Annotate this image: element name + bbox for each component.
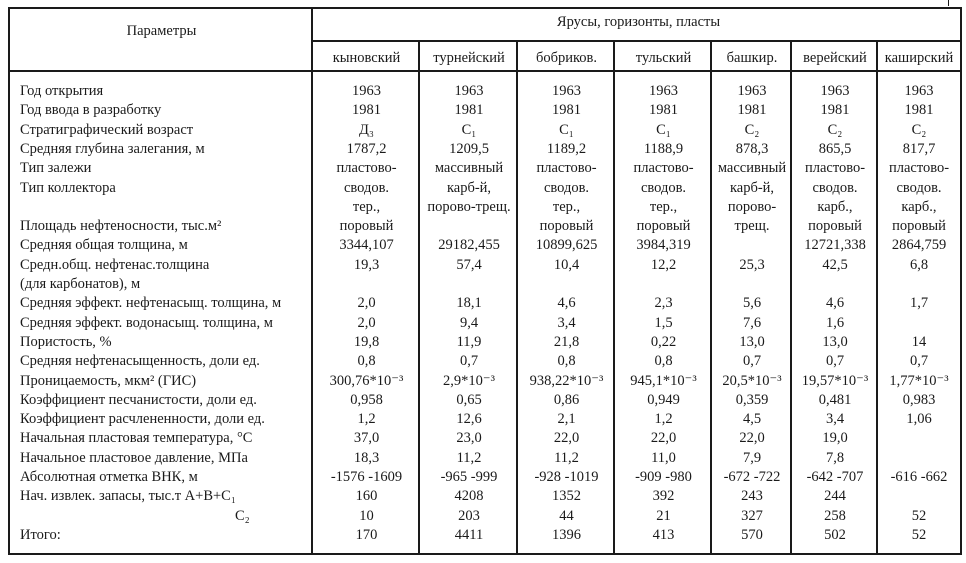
table-cell: тер., (352, 198, 381, 215)
column-divider (418, 42, 420, 553)
table-cell: 1,06 (906, 411, 932, 428)
table-cell: 1963 (649, 83, 678, 99)
table-cell: 6,8 (909, 256, 929, 273)
parameters-table (8, 7, 962, 555)
table-cell: 37,0 (353, 430, 380, 447)
column-divider (613, 42, 615, 553)
table-cell: 1,77*10⁻³ (889, 372, 949, 389)
table-cell: 23,0 (456, 430, 482, 447)
table-cell: 0,983 (902, 391, 936, 408)
table-cell: 7,6 (742, 314, 762, 331)
row-label: Год ввода в разработку (20, 102, 162, 119)
table-cell: 4208 (454, 488, 484, 505)
table-cell: 1189,2 (546, 140, 587, 157)
row-label: Тип залежи (20, 160, 92, 177)
table-cell: 413 (652, 526, 675, 543)
row-label: Тип коллектора (20, 179, 116, 196)
table-cell: поровый (636, 218, 691, 235)
table-cell: 11,9 (456, 333, 482, 350)
column-header: верейский (803, 50, 867, 66)
table-cell: 1352 (552, 488, 581, 505)
table-cell: трещ. (734, 218, 770, 235)
table-cell: 1188,9 (643, 140, 684, 157)
table-cell: 0,8 (654, 353, 673, 370)
table-cell: 3984,319 (636, 237, 691, 254)
table-cell: 0,7 (459, 353, 479, 370)
table-cell: 0,65 (456, 391, 482, 408)
table-cell: 11,2 (554, 449, 579, 466)
table-cell: пластово- (336, 160, 397, 177)
table-cell: Д₃ (359, 121, 374, 138)
table-cell: 22,0 (553, 430, 580, 447)
table-cell: 170 (355, 526, 378, 543)
table-cell: 21 (656, 507, 671, 524)
table-cell: 1981 (737, 102, 767, 119)
table-cell: порово-трещ. (427, 198, 511, 215)
table-cell: пластово- (888, 160, 950, 177)
table-cell: 42,5 (822, 256, 848, 273)
table-cell: 865,5 (818, 140, 852, 157)
table-cell: 10 (359, 507, 374, 524)
row-label: Средняя нефтенасыщенность, доли ед. (20, 353, 260, 370)
table-cell: тер., (552, 198, 581, 215)
table-cell: 11,2 (456, 449, 482, 466)
row-label: Средняя глубина залегания, м (20, 140, 205, 157)
row-label: (для карбонатов), м (20, 276, 141, 292)
table-cell: C₁ (656, 121, 671, 138)
table-cell: 20,5*10⁻³ (722, 372, 782, 389)
table-cell: 2,0 (357, 314, 376, 331)
table-cell: 1,6 (825, 314, 845, 331)
table-cell: 12,6 (456, 411, 482, 428)
table-cell: 0,949 (647, 391, 680, 408)
table-cell: 3344,107 (339, 237, 394, 254)
table-cell: 300,76*10⁻³ (329, 372, 404, 389)
table-cell: 243 (741, 488, 763, 505)
table-cell: 817,7 (902, 140, 936, 157)
row-label: Начальное пластовое давление, МПа (20, 449, 248, 466)
row-label: Коэффициент расчлененности, доли ед. (20, 411, 265, 428)
table-cell: 19,57*10⁻³ (801, 372, 869, 389)
column-divider (710, 42, 712, 553)
table-cell: 4,6 (825, 295, 845, 312)
table-cell: 19,8 (353, 333, 380, 350)
table-cell: массивный (717, 160, 787, 177)
table-cell: 18,3 (353, 449, 380, 466)
column-header: каширский (884, 50, 954, 66)
table-cell: 0,7 (909, 353, 929, 370)
table-cell: 1963 (820, 83, 850, 99)
row-label: Площадь нефтеносности, тыс.м² (20, 218, 222, 235)
table-cell: 878,3 (735, 140, 769, 157)
table-cell: 0,22 (650, 333, 677, 350)
table-cell: 1,2 (357, 411, 376, 428)
table-cell: пластово- (536, 160, 597, 177)
table-cell: 945,1*10⁻³ (630, 372, 697, 389)
table-cell: 203 (458, 507, 480, 524)
table-cell: 3,4 (557, 314, 576, 331)
row-label: Год открытия (20, 83, 104, 99)
table-cell: C₁ (559, 121, 574, 138)
table-cell: C₂ (827, 121, 843, 138)
column-header: кыновский (332, 50, 401, 66)
table-cell: 18,1 (456, 295, 482, 312)
table-cell: 1981 (649, 102, 678, 119)
table-cell: поровый (808, 218, 862, 235)
table-cell: 570 (741, 526, 763, 543)
row-label: C₂ (235, 507, 250, 524)
table-cell: 0,958 (350, 391, 383, 408)
table-cell: 4,6 (557, 295, 576, 312)
table-cell: 327 (741, 507, 763, 524)
table-cell: 0,481 (818, 391, 852, 408)
row-label: Коэффициент песчанистости, доли ед. (20, 391, 257, 408)
table-cell: 0,7 (825, 353, 845, 370)
row-label: Средняя эффект. водонасыщ. толщина, м (20, 314, 273, 331)
group-header: Ярусы, горизонты, пласты (556, 14, 721, 30)
row-label: Абсолютная отметка ВНК, м (20, 469, 198, 485)
table-cell: поровый (892, 218, 946, 235)
table-cell: 1981 (352, 102, 381, 119)
table-cell: 11,0 (651, 449, 676, 466)
table-cell: 2864,759 (891, 237, 947, 254)
table-cell: C₂ (911, 121, 927, 138)
table-cell: сводов. (640, 179, 687, 196)
table-cell: -1576 -1609 (330, 469, 403, 485)
table-cell: сводов. (812, 179, 858, 196)
table-cell: 2,9*10⁻³ (443, 372, 495, 389)
table-cell: 2,3 (654, 295, 673, 312)
table-cell: 0,7 (742, 353, 762, 370)
row-label: Средняя общая толщина, м (20, 237, 188, 254)
table-cell: сводов. (543, 179, 590, 196)
table-cell: 1963 (904, 83, 934, 99)
table-cell: 9,4 (459, 314, 479, 331)
table-cell: -642 -707 (806, 469, 864, 485)
table-cell: 14 (911, 333, 927, 350)
table-cell: 52 (911, 507, 927, 524)
table-cell: -909 -980 (635, 469, 692, 485)
row-label: Проницаемость, мкм² (ГИС) (20, 372, 197, 389)
header-bottom-divider (10, 70, 960, 72)
row-label: Начальная пластовая температура, °С (20, 430, 253, 447)
params-header: Параметры (126, 23, 197, 39)
table-cell: 44 (559, 507, 574, 524)
table-cell: 0,8 (557, 353, 576, 370)
table-cell: карб., (901, 198, 937, 215)
table-cell: -616 -662 (890, 469, 948, 485)
table-cell: 12721,338 (804, 237, 866, 254)
column-header: тульский (635, 50, 692, 66)
table-cell: 0,359 (735, 391, 769, 408)
table-cell: 22,0 (739, 430, 765, 447)
row-label: Средняя эффект. нефтенасыщ. толщина, м (20, 295, 282, 312)
table-cell: 1963 (552, 83, 581, 99)
row-label: Средн.общ. нефтенас.толщина (20, 256, 210, 273)
table-cell: сводов. (343, 179, 390, 196)
table-cell: 2,0 (357, 295, 376, 312)
table-cell: 25,3 (739, 256, 765, 273)
table-cell: тер., (649, 198, 678, 215)
table-cell: 5,6 (742, 295, 762, 312)
table-cell: 13,0 (739, 333, 765, 350)
table-cell: 0,86 (553, 391, 580, 408)
table-cell: 258 (824, 507, 846, 524)
table-cell: карб-й, (729, 179, 775, 196)
row-label: Итого: (20, 526, 61, 543)
table-cell: 938,22*10⁻³ (529, 372, 604, 389)
table-cell: 1963 (454, 83, 484, 99)
table-cell: 19,0 (822, 430, 848, 447)
table-cell: 13,0 (822, 333, 848, 350)
table-cell: 57,4 (456, 256, 482, 273)
table-cell: 1963 (737, 83, 767, 99)
table-cell: 4,5 (742, 411, 762, 428)
table-cell: 160 (355, 488, 378, 505)
table-cell: поровый (539, 218, 594, 235)
table-cell: 10,4 (553, 256, 580, 273)
table-cell: 2,1 (557, 411, 576, 428)
table-cell: 29182,455 (438, 237, 500, 254)
table-cell: C₂ (744, 121, 760, 138)
table-cell: 0,8 (357, 353, 376, 370)
table-cell: 244 (824, 488, 846, 505)
table-cell: 7,9 (742, 449, 762, 466)
column-header: турнейский (433, 50, 505, 66)
table-cell: 1981 (820, 102, 850, 119)
column-divider (790, 42, 792, 553)
column-divider (876, 42, 878, 553)
table-cell: 7,8 (825, 449, 845, 466)
table-cell: 1209,5 (449, 140, 489, 157)
table-cell: карб-й, (446, 179, 492, 196)
table-cell: 1981 (904, 102, 934, 119)
header-sub-divider (313, 40, 960, 42)
table-cell: массивный (434, 160, 504, 177)
table-cell: 52 (911, 526, 927, 543)
table-cell: 1981 (552, 102, 581, 119)
table-cell: 10899,625 (535, 237, 598, 254)
row-label: Нач. извлек. запасы, тыс.т A+B+C₁ (20, 488, 236, 505)
table-cell: порово- (727, 198, 777, 215)
page-edge-mark (948, 0, 949, 6)
table-cell: -928 -1019 (534, 469, 599, 485)
table-cell: C₁ (461, 121, 477, 138)
table-cell: пластово- (804, 160, 866, 177)
table-cell: 22,0 (650, 430, 677, 447)
table-cell: 1,5 (654, 314, 673, 331)
table-cell: пластово- (633, 160, 694, 177)
row-label: Пористость, % (20, 333, 112, 350)
table-cell: карб., (817, 198, 853, 215)
column-header: бобриков. (535, 50, 598, 66)
table-cell: 392 (652, 488, 675, 505)
table-cell: 4411 (454, 526, 484, 543)
table-cell: -965 -999 (440, 469, 498, 485)
table-cell: 19,3 (353, 256, 380, 273)
table-cell: -672 -722 (723, 469, 781, 485)
column-divider (516, 42, 518, 553)
table-cell: 1396 (552, 526, 581, 543)
table-cell: 3,4 (825, 411, 845, 428)
table-cell: 21,8 (553, 333, 580, 350)
table-cell: 502 (824, 526, 846, 543)
table-cell: 1963 (352, 83, 381, 99)
column-header: башкир. (726, 50, 778, 66)
table-cell: 1,7 (909, 295, 929, 312)
table-cell: 1,2 (654, 411, 673, 428)
table-cell: 1981 (454, 102, 484, 119)
table-cell: 1787,2 (346, 140, 387, 157)
table-cell: 12,2 (650, 256, 677, 273)
table-cell: поровый (339, 218, 394, 235)
table-cell: сводов. (896, 179, 942, 196)
row-label: Стратиграфический возраст (20, 121, 194, 138)
